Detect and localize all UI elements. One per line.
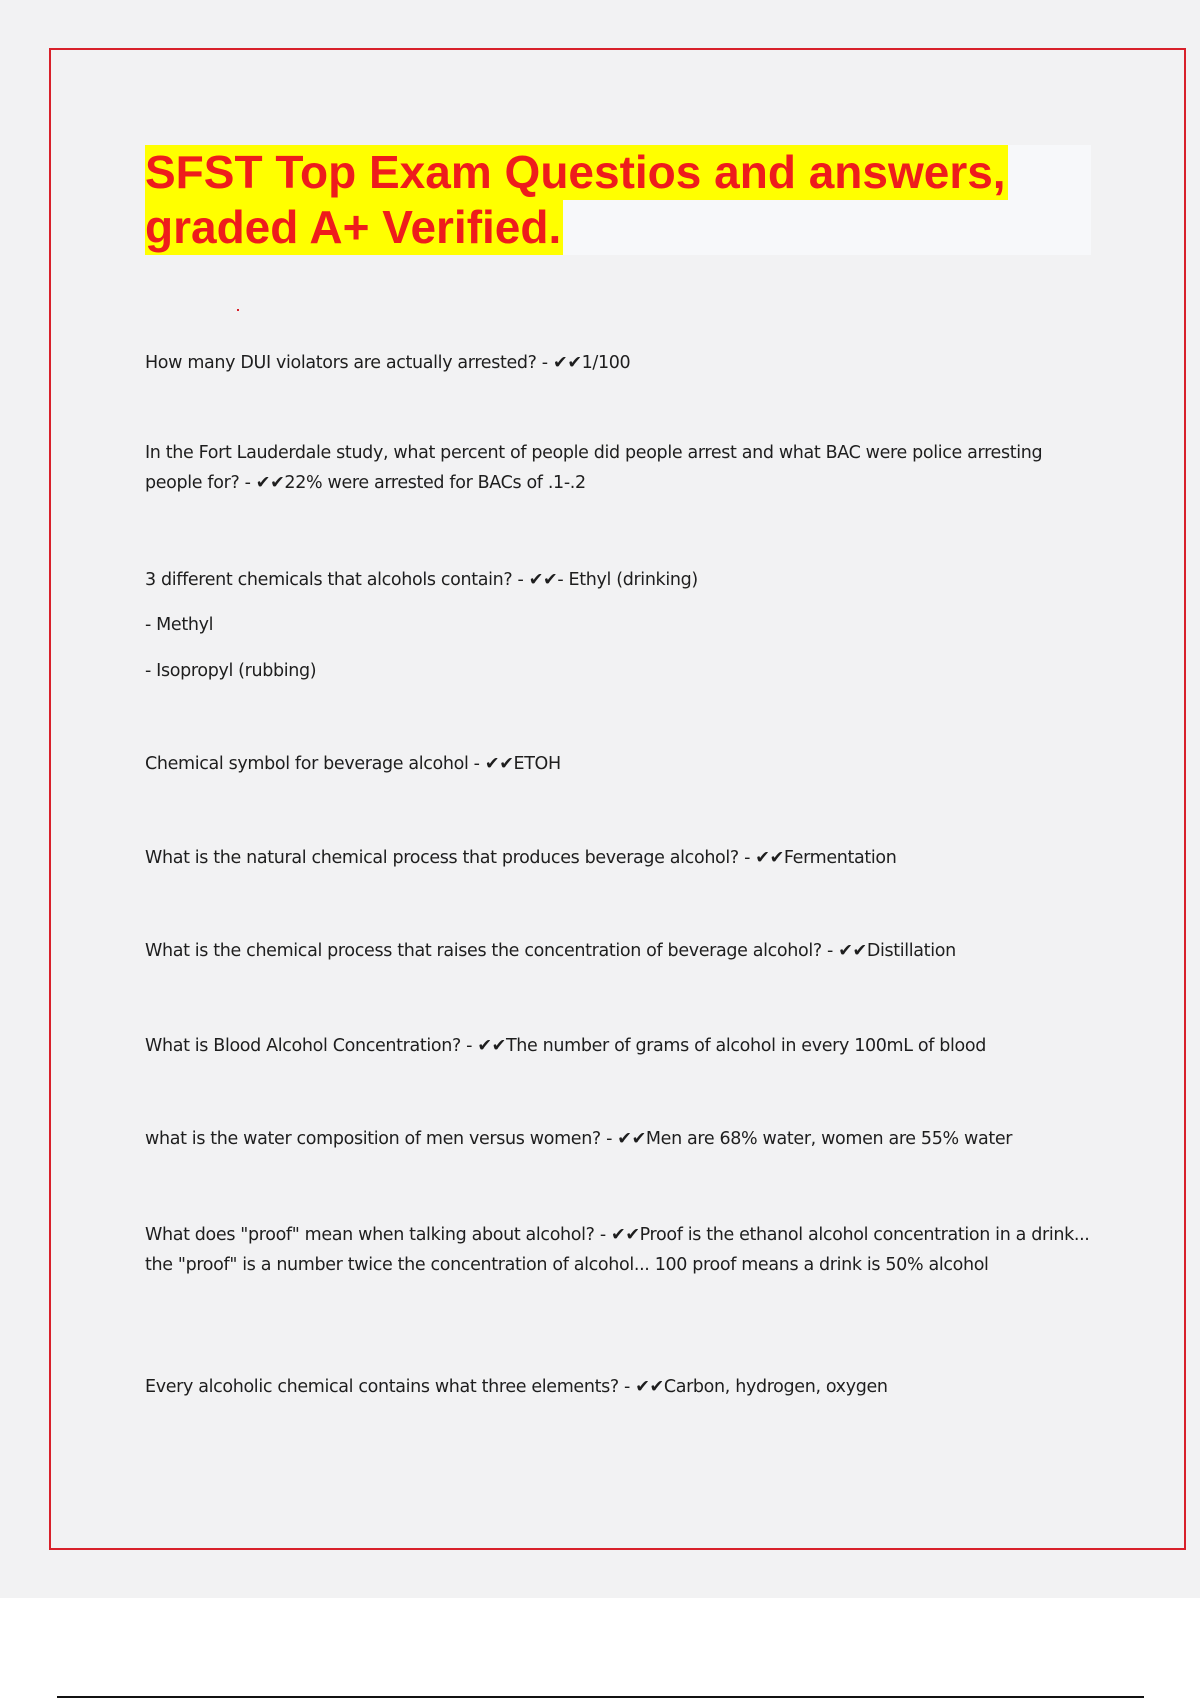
qa-item (145, 843, 1090, 873)
qa-item (145, 1031, 1090, 1061)
answer-text: - Ethyl (drinking) (557, 570, 698, 590)
answer-list-item: - Methyl (145, 615, 214, 635)
question-text: What is Blood Alcohol Concentration? - (145, 1036, 478, 1056)
title-line-1: SFST Top Exam Questios and answers, (145, 146, 1006, 198)
answer-text: 22% were arrested for BACs of .1-.2 (284, 473, 586, 493)
answer-list-item: - Isopropyl (rubbing) (145, 661, 317, 681)
double-check-icon: ✔✔ (477, 1036, 506, 1056)
qa-item (145, 936, 1090, 966)
answer-text: ETOH (513, 754, 561, 774)
page-border (49, 48, 1186, 1550)
answer-text: Distillation (866, 941, 956, 961)
answer-text: 1/100 (581, 353, 631, 373)
red-dot-mark (237, 309, 239, 311)
question-text: what is the water composition of men versus women? - (145, 1129, 618, 1149)
double-check-icon: ✔✔ (617, 1129, 646, 1149)
qa-item (145, 438, 1090, 498)
qa-item (145, 1372, 1090, 1402)
question-text: Every alcoholic chemical contains what three elements? - (145, 1377, 636, 1397)
title-line-2: graded A+ Verified. (145, 201, 562, 253)
qa-item (145, 1124, 1090, 1154)
qa-item (145, 565, 1090, 595)
answer-text: Proof is the ethanol alcohol concentration in a drink... the "proof" is a number twice the concentration of alcohol... 100 proof means a drink is 50% alcohol (145, 1225, 1090, 1275)
question-text: 3 different chemicals that alcohols contain? - (145, 570, 529, 590)
qa-item (145, 348, 1090, 378)
double-check-icon: ✔✔ (611, 1225, 640, 1245)
answer-text: Men are 68% water, women are 55% water (645, 1129, 1013, 1149)
question-text: In the Fort Lauderdale study, what percent of people did people arrest and what BAC were police arresting people for? - (145, 443, 1043, 493)
question-text: How many DUI violators are actually arrested? - (145, 353, 553, 373)
question-text: What does "proof" mean when talking about alcohol? - (145, 1225, 611, 1245)
double-check-icon: ✔✔ (553, 353, 582, 373)
question-text: What is the chemical process that raises the concentration of beverage alcohol? - (145, 941, 839, 961)
bottom-divider (57, 1696, 1144, 1698)
document-title (145, 145, 1091, 255)
double-check-icon: ✔✔ (255, 473, 285, 493)
answer-text: The number of grams of alcohol in every 100mL of blood (505, 1036, 986, 1056)
double-check-icon: ✔✔ (838, 941, 867, 961)
answer-text: Carbon, hydrogen, oxygen (663, 1377, 888, 1397)
answer-text: Fermentation (783, 848, 897, 868)
double-check-icon: ✔✔ (635, 1377, 664, 1397)
question-text: What is the natural chemical process that produces beverage alcohol? - (145, 848, 756, 868)
double-check-icon: ✔✔ (755, 848, 784, 868)
double-check-icon: ✔✔ (484, 754, 514, 774)
double-check-icon: ✔✔ (528, 570, 558, 590)
question-text: Chemical symbol for beverage alcohol - (145, 754, 485, 774)
qa-item (145, 1220, 1090, 1280)
qa-item (145, 749, 1090, 779)
